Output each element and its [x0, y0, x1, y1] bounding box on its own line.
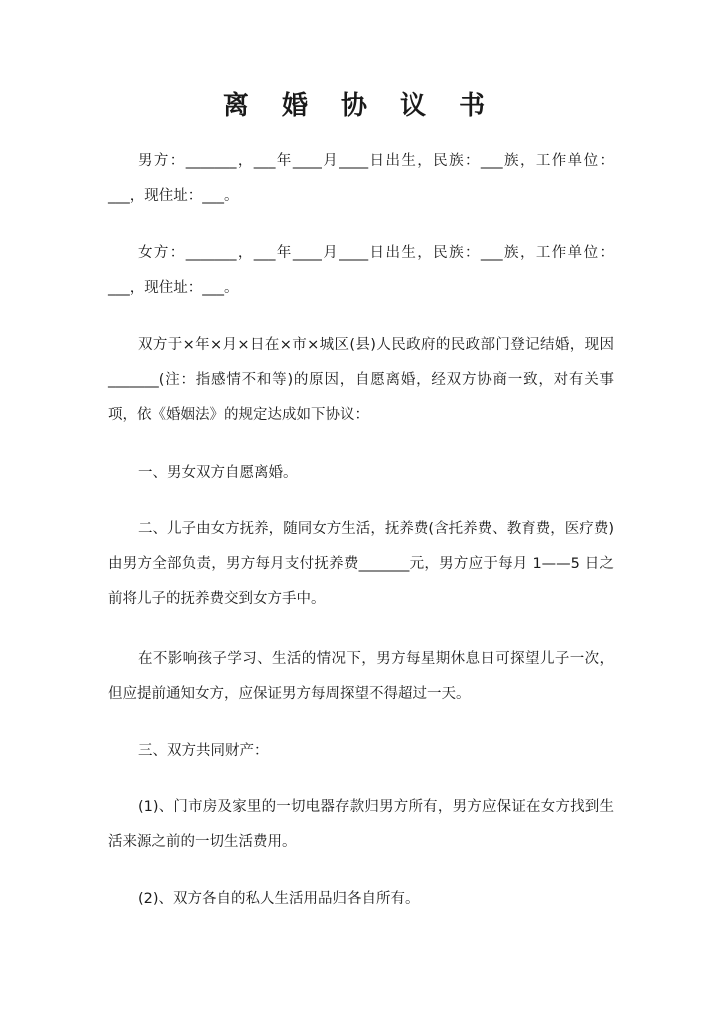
clause-three-item-1: (1)、门市房及家里的一切电器存款归男方所有，男方应保证在女方找到生活来源之前的一切生活费用。: [108, 799, 614, 850]
clause-one: 一、男女双方自愿离婚。: [138, 465, 298, 481]
clause-two-custody: 二、儿子由女方抚养，随同女方生活，抚养费(含托养费、教育费，医疗费)由男方全部负责，男方每月支付抚养费_______元，男方应于每月 1——5 日之前将儿子的抚养费交到女方手中。: [108, 521, 614, 607]
clause-three-heading: 三、双方共同财产：: [138, 743, 269, 759]
clause-three-item-2: (2)、双方各自的私人生活用品归各自所有。: [138, 891, 420, 907]
paragraph-wife-info: 女方：_______，___年____月____日出生，民族：___族，工作单位：___，现住址：___。: [108, 245, 614, 296]
clause-two-visitation: 在不影响孩子学习、生活的情况下，男方每星期休息日可探望儿子一次，但应提前通知女方，应保证男方每周探望不得超过一天。: [108, 651, 614, 702]
paragraph-husband-info: 男方：_______，___年____月____日出生，民族：___族，工作单位：___，现住址：___。: [108, 153, 614, 204]
paragraph-marriage-background: 双方于×年×月×日在×市×城区(县)人民政府的民政部门登记结婚，现因_______(注：指感情不和等)的原因，自愿离婚，经双方协商一致，对有关事项，依《婚姻法》的规定达成如下协议：: [108, 337, 614, 423]
document-title: 离 婚 协 议 书: [222, 91, 498, 121]
